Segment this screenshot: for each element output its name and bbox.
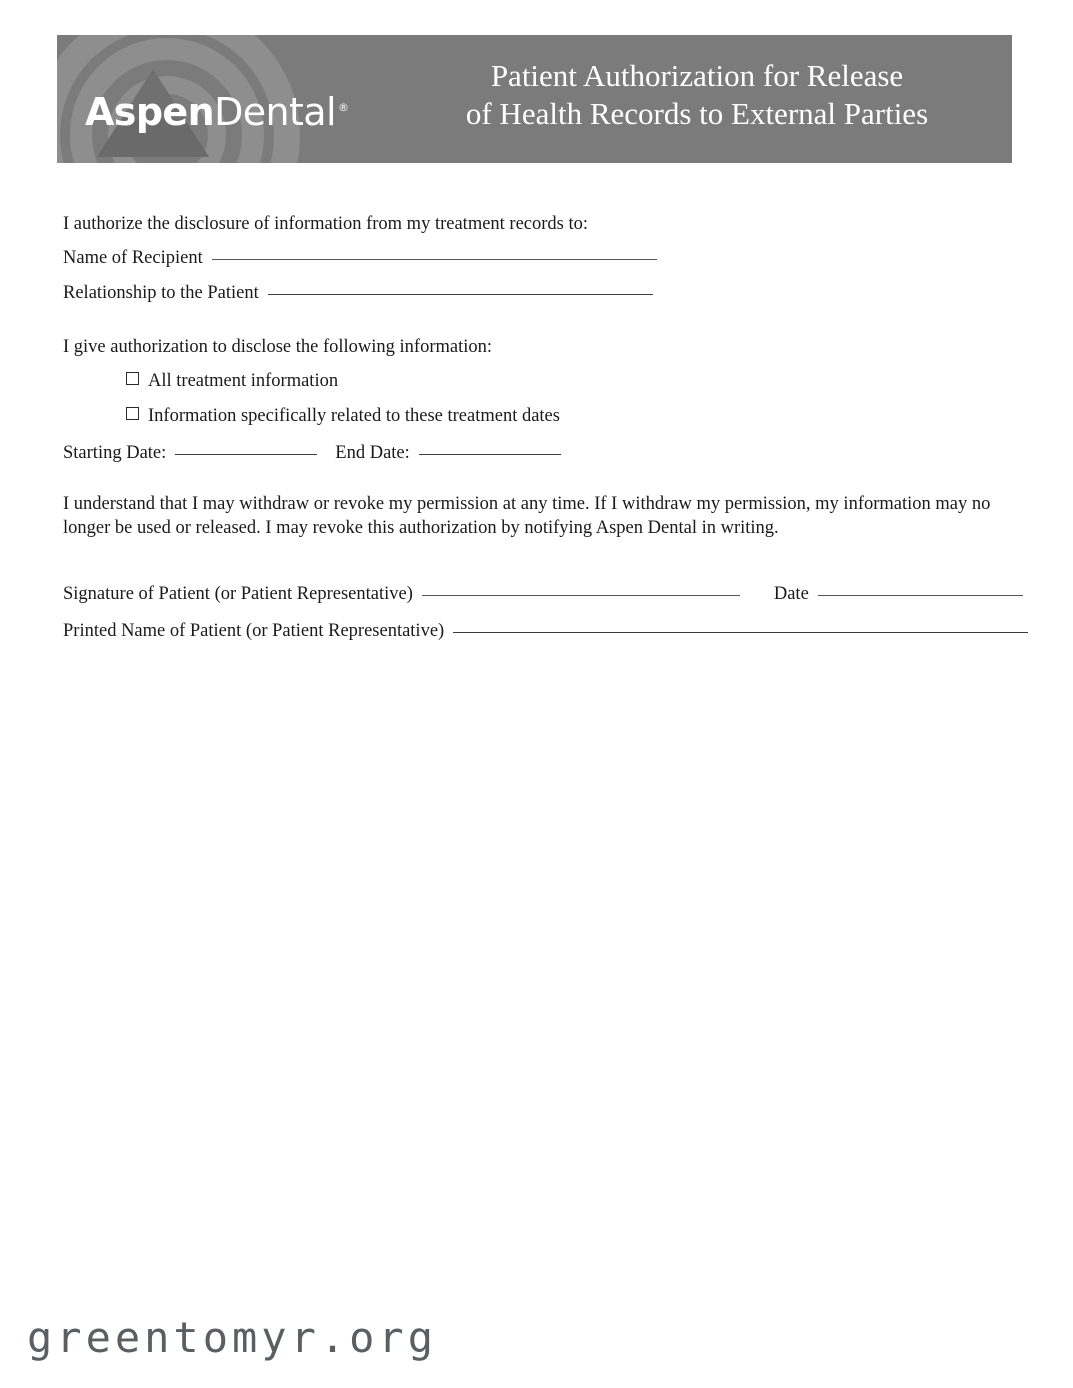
relationship-field-row xyxy=(63,283,653,304)
signature-row xyxy=(63,584,1023,605)
page-title-line-1: Patient Authorization for Release xyxy=(490,58,904,93)
wordmark-dental: Dental xyxy=(214,90,336,134)
signature-label: Signature of Patient (or Patient Representative) xyxy=(63,584,413,604)
revocation-paragraph: I understand that I may withdraw or revoke my permission at any time. If I withdraw my permission, my information may no longer be used or released. I may revoke this authorization by notifying Aspen Dental in writing. xyxy=(63,494,991,538)
page-title-line-2: of Health Records to External Parties xyxy=(465,95,929,131)
authorization-intro-text: I give authorization to disclose the following information: xyxy=(63,337,493,357)
recipient-label: Name of Recipient xyxy=(63,248,203,268)
aspen-dental-wordmark xyxy=(85,90,349,134)
relationship-label: Relationship to the Patient xyxy=(63,283,259,303)
signature-input[interactable] xyxy=(422,595,740,596)
starting-date-input[interactable] xyxy=(175,454,317,455)
date-label: Date xyxy=(773,584,809,604)
document-header-banner xyxy=(57,35,1012,163)
wordmark-aspen: Aspen xyxy=(85,90,215,134)
checkbox-row-specific-dates[interactable] xyxy=(126,406,560,427)
relationship-input[interactable] xyxy=(268,294,653,295)
checkbox-specific-treatment-dates[interactable] xyxy=(126,407,139,420)
checkbox-specific-dates-label: Information specifically related to these treatment dates xyxy=(148,406,560,426)
recipient-field-row xyxy=(63,248,657,269)
printed-name-row xyxy=(63,621,1028,642)
printed-name-label: Printed Name of Patient (or Patient Representative) xyxy=(63,621,445,641)
watermark-text: greentomyr.org xyxy=(27,1313,438,1362)
intro-text: I authorize the disclosure of information from my treatment records to: xyxy=(63,214,589,234)
registered-trademark-icon: ® xyxy=(337,101,349,115)
date-input[interactable] xyxy=(818,595,1023,596)
checkbox-all-treatment-label: All treatment information xyxy=(148,371,339,391)
recipient-input[interactable] xyxy=(212,259,657,260)
end-date-input[interactable] xyxy=(419,454,561,455)
checkbox-all-treatment-information[interactable] xyxy=(126,372,139,385)
page-title xyxy=(387,57,1007,133)
printed-name-input[interactable] xyxy=(453,632,1028,633)
end-date-label: End Date: xyxy=(335,443,410,463)
checkbox-row-all-treatment[interactable] xyxy=(126,371,338,392)
treatment-dates-row xyxy=(63,443,561,464)
starting-date-label: Starting Date: xyxy=(63,443,167,463)
